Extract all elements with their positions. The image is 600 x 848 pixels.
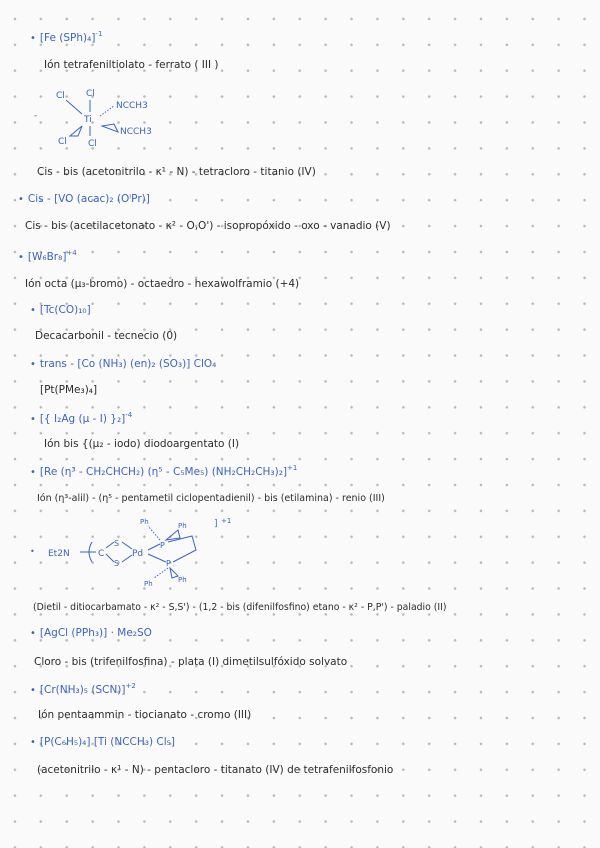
sulfur-atom: S	[114, 539, 120, 548]
marker: -	[34, 111, 38, 121]
formula-text: Cis - [VO (acac)₂ (OⁱPr)]	[27, 193, 150, 205]
formula-6	[30, 359, 216, 370]
center-atom: Ti	[84, 115, 92, 125]
name-2: Cis - bis (acetonitrilo - κ¹ - N) - tetracloro - titanio (IV)	[37, 166, 316, 178]
formula-text: [{ I₂Ag (μ - I) }₂]	[39, 413, 126, 425]
charge: +1	[287, 464, 298, 472]
bullet: •	[30, 414, 36, 425]
ligand-cl: Cl	[88, 139, 97, 149]
name-5: Decacarbonil - tecnecio (0)	[35, 330, 178, 342]
name-4: Ión octa (μ₃-bromo) - octaedro - hexawolframio (+4)	[25, 278, 300, 290]
formula-text: trans - [Co (NH₃) (en)₂ (SO₃)] ClO₄	[39, 358, 217, 370]
ligand-cl: Cl	[56, 91, 65, 101]
charge: +4	[66, 249, 77, 257]
name-8: Ión (η³-alil) - (η⁵ - pentametil ciclopentadienil) - bis (etilamina) - renio (III)	[37, 493, 385, 504]
phosphorus-atom: P	[166, 559, 171, 568]
bullet: •	[30, 685, 36, 696]
name-6: [Pt(PMe₃)₄]	[40, 384, 98, 396]
formula-text: [Cr(NH₃)₅ (SCN)]	[39, 684, 126, 696]
bullet: •	[30, 305, 36, 316]
ligand-ncch3: NCCH3	[120, 127, 152, 137]
ligand-cl: Cl	[86, 89, 95, 99]
phenyl: Ph	[178, 522, 187, 530]
name-12: (acetonitrilo - κ¹ - N) - pentacloro - titanato (IV) de tetrafenilfosfonio	[37, 764, 394, 776]
bullet: •	[30, 33, 36, 44]
formula-4	[18, 250, 77, 263]
formula-7	[30, 412, 132, 425]
charge: -1	[95, 30, 103, 38]
ti-structure-figure	[30, 84, 180, 154]
bullet: •	[18, 252, 24, 263]
bullet: •	[18, 194, 24, 205]
formula-11	[30, 683, 136, 696]
formula-text: [Re (η³ - CH₂CHCH₂) (η⁵ - C₅Me₅) (NH₂CH₂CH₃)₂]	[39, 466, 288, 478]
formula-5	[30, 305, 91, 316]
name-9: (Dietil - ditiocarbamato - κ² - S,S') - (1,2 - bis (difenilfosfino) etano - κ² - P,P') - paladio (II)	[33, 602, 447, 613]
formula-text: [P(C₆H₅)₄] [Ti (NCCH₃) Cl₅]	[39, 736, 175, 748]
formula-8	[30, 465, 297, 478]
bullet: •	[30, 467, 36, 478]
phenyl: Ph	[144, 580, 153, 588]
charge: +2	[125, 682, 136, 690]
ligand-et2n: Et2N	[48, 549, 70, 559]
sulfur-atom: S	[114, 559, 120, 568]
carbon-atom: C	[98, 549, 105, 559]
name-7: Ión bis {(μ₂ - iodo) diodoargentato (I)	[44, 438, 240, 450]
formula-text: [Tc(CO)₁₀]	[39, 304, 91, 316]
pd-structure-figure	[28, 512, 278, 592]
formula-text: [AgCl (PPh₃)] · Me₂SO	[39, 627, 152, 639]
name-1: Ión tetrafeniltiolato - ferrato ( III )	[44, 59, 219, 71]
name-3: Cis - bis (acetilacetonato - κ² - O,O') - isopropóxido - oxo - vanadio (V)	[25, 220, 391, 232]
formula-text: [Fe (SPh)₄]	[39, 32, 96, 44]
phenyl: Ph	[140, 518, 149, 526]
ligand-cl: Cl	[58, 137, 67, 147]
formula-3	[18, 194, 150, 205]
ligand-ncch3: NCCH3	[116, 101, 148, 111]
formula-1	[30, 31, 102, 44]
formula-text: [W₆Br₈]	[27, 251, 67, 263]
bullet: •	[30, 737, 36, 748]
phenyl: Ph	[178, 576, 187, 584]
charge: -4	[125, 411, 133, 419]
phosphorus-atom: P	[160, 541, 165, 550]
charge: +1	[221, 517, 232, 525]
formula-10	[30, 628, 152, 639]
complex-bracket: ]	[214, 519, 218, 529]
name-11: Ión pentaammin - tiocianato - cromo (III)	[38, 709, 252, 721]
bullet: •	[30, 547, 35, 556]
bullet: •	[30, 359, 36, 370]
formula-12	[30, 737, 175, 748]
center-atom: Pd	[132, 549, 144, 559]
bullet: •	[30, 628, 36, 639]
name-10: Cloro - bis (trifenilfosfina) - plata (I) dimetilsulfóxido solvato	[34, 656, 348, 668]
